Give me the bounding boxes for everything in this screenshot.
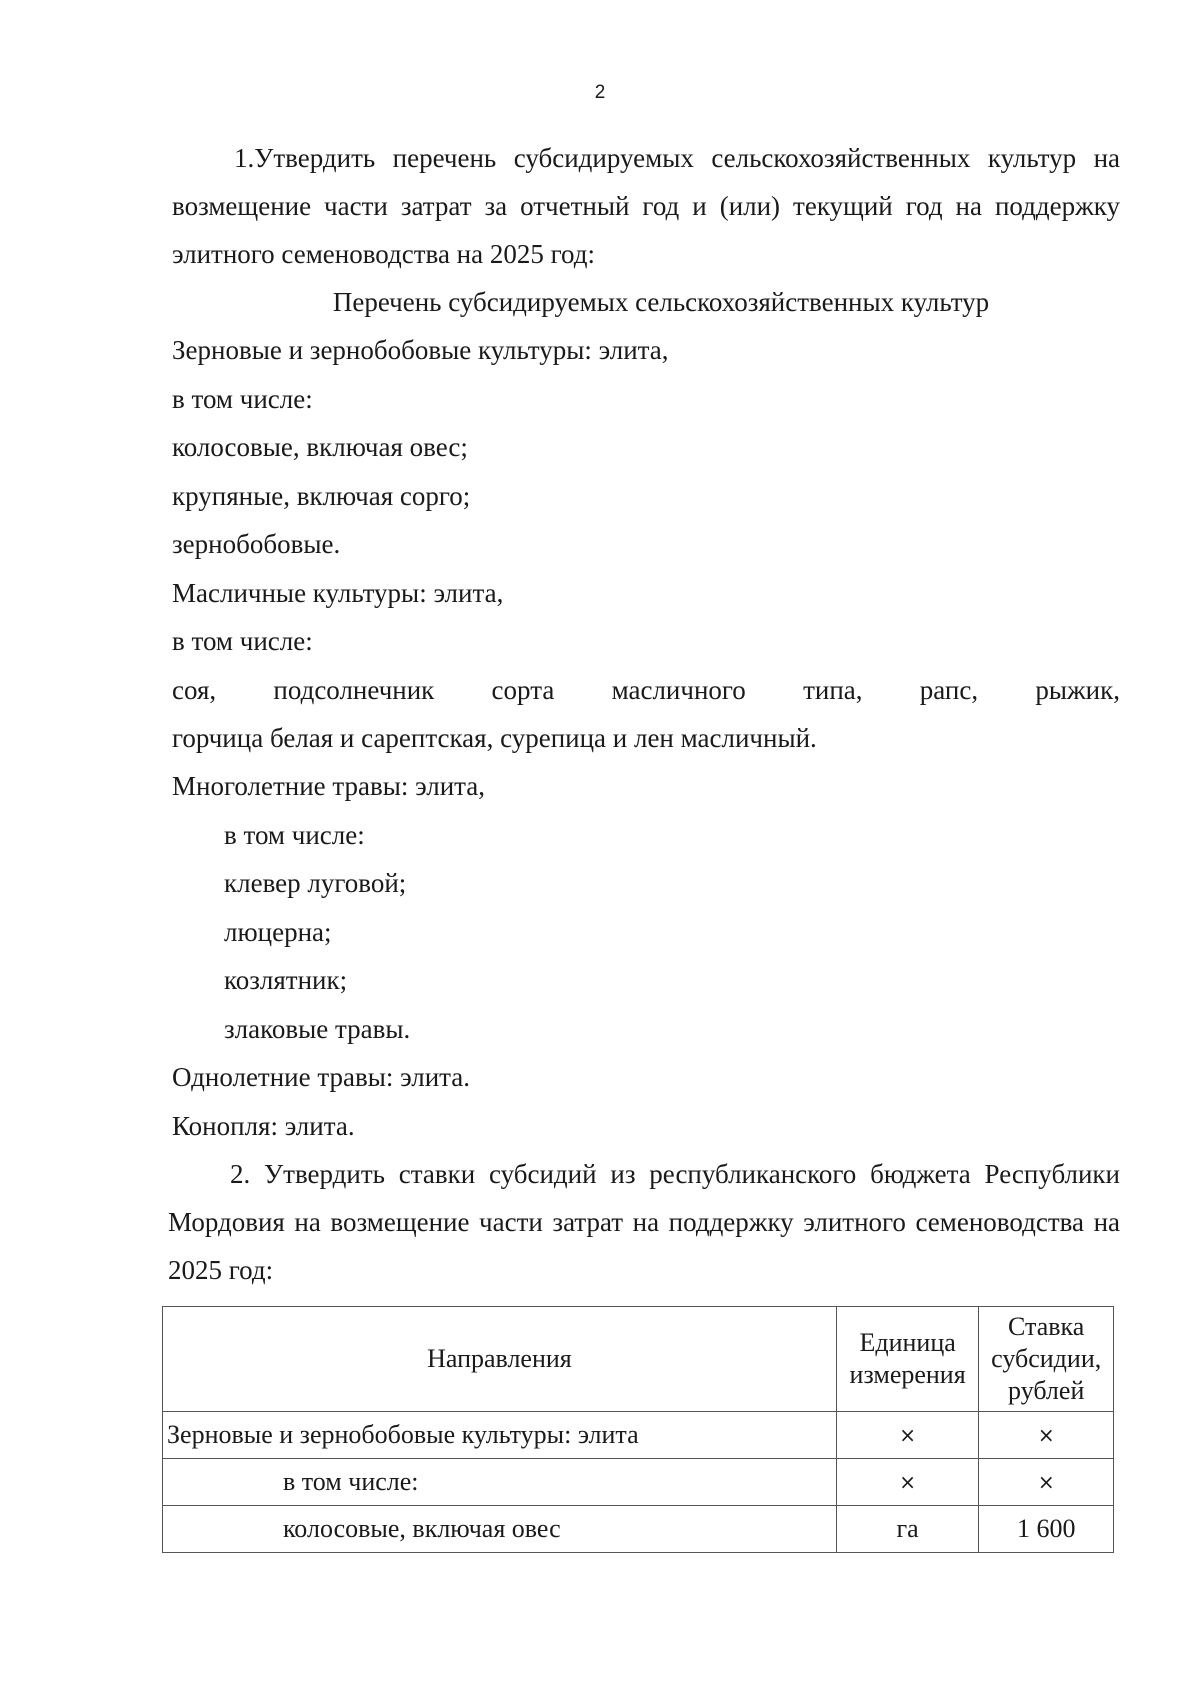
perennial-item: злаковые травы. — [224, 1013, 411, 1044]
table-header-row — [163, 1307, 1114, 1412]
header-unit — [836, 1307, 979, 1412]
table-row — [163, 1412, 1114, 1459]
row-rate: 1 600 — [979, 1506, 1114, 1553]
row-direction: в том числе: — [163, 1459, 837, 1506]
row-unit: × — [836, 1459, 979, 1506]
page-number: 2 — [594, 82, 606, 103]
row-rate: × — [979, 1459, 1114, 1506]
row-unit: га — [836, 1506, 979, 1553]
grain-including: в том числе: — [172, 383, 313, 414]
header-direction: Направления — [163, 1307, 837, 1412]
section1-intro: 1.Утвердить перечень субсидируемых сельскохозяйственных культур на возмещение части затрат за отчетный год и (или) текущий год на поддержку элитного семеноводства на 2025 год: — [172, 143, 1120, 269]
perennial-heading: Многолетние травы: элита, — [172, 771, 486, 801]
oil-line-2: горчица белая и сарептская, сурепица и лен масличный. — [172, 722, 817, 753]
perennial-item: клевер луговой; — [224, 868, 407, 898]
row-direction: колосовые, включая овес — [163, 1506, 837, 1553]
row-unit: × — [836, 1412, 979, 1459]
grain-item: колосовые, включая овес; — [172, 432, 468, 462]
header-rate-line: Ставка — [1008, 1312, 1085, 1341]
grain-item: зернобобовые. — [172, 529, 341, 559]
perennial-item: козлятник; — [224, 965, 348, 995]
perennial-including: в том числе: — [224, 819, 365, 850]
annual-grass: Однолетние травы: элита. — [172, 1062, 471, 1092]
header-rate — [979, 1307, 1114, 1412]
row-direction: Зерновые и зернобобовые культуры: элита — [163, 1412, 837, 1459]
header-rate-line: рублей — [1008, 1376, 1085, 1405]
section2-intro: 2. Утвердить ставки субсидий из республиканского бюджета Республики Мордовия на возмещение части затрат на поддержку элитного семеноводства на 2025 год: — [168, 1159, 1120, 1285]
subsidy-rates-table — [162, 1306, 1114, 1553]
perennial-item: люцерна; — [224, 916, 332, 947]
header-rate-line: субсидии, — [991, 1344, 1102, 1373]
oil-including: в том числе: — [172, 626, 313, 656]
table-row — [163, 1459, 1114, 1506]
oil-heading: Масличные культуры: элита, — [172, 577, 504, 608]
row-rate: × — [979, 1412, 1114, 1459]
header-unit-line: Единица — [859, 1328, 956, 1357]
crop-list-title: Перечень субсидируемых сельскохозяйственных культур — [332, 287, 990, 317]
grain-item: крупяные, включая сорго; — [172, 480, 471, 511]
hemp: Конопля: элита. — [172, 1110, 355, 1141]
header-unit-line: измерения — [849, 1360, 966, 1389]
table-row — [163, 1506, 1114, 1553]
document-body — [168, 134, 1120, 1294]
oil-line-1: соя, подсолнечник сорта масличного типа, рапс, рыжик, — [172, 674, 1120, 705]
grain-heading: Зерновые и зернобобовые культуры: элита, — [172, 335, 669, 365]
